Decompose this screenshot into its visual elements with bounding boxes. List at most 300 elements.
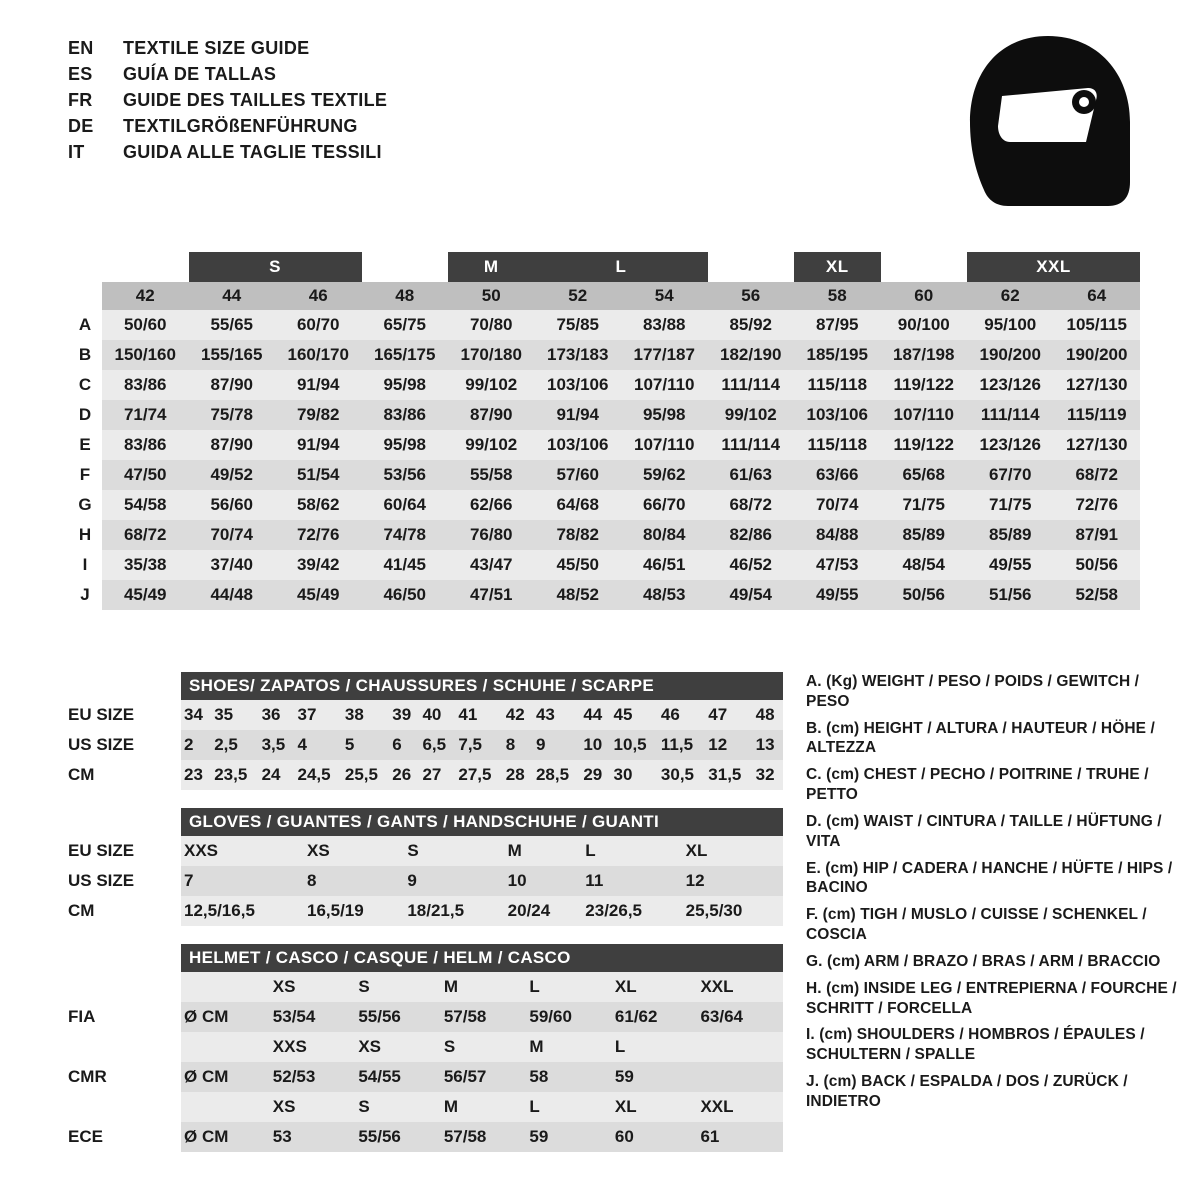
table-row [68,580,1140,610]
table-cell: 50/60 [102,310,189,340]
header-row [68,90,387,111]
table-cell: 49/54 [708,580,795,610]
size-group-cell [708,252,795,282]
table-cell: 65/75 [362,310,449,340]
table-cell: 47/50 [102,460,189,490]
table-cell: 64/68 [535,490,622,520]
table-cell: 44/48 [189,580,276,610]
table-cell: 55/58 [448,460,535,490]
table-cell: 75/78 [189,400,276,430]
table-cell: 47/53 [794,550,881,580]
row-label: B [68,340,102,370]
table-cell: 61/63 [708,460,795,490]
table-cell: 111/114 [708,430,795,460]
table-cell: 56/60 [189,490,276,520]
table-cell: 53/56 [362,460,449,490]
table-cell: 187/198 [881,340,968,370]
table-cell: 76/80 [448,520,535,550]
header-row [68,64,387,85]
row-label: D [68,400,102,430]
row-label: CM [68,896,181,926]
size-group-cell-l: L [535,252,708,282]
legend-item: D. (cm) WAIST / CINTURA / TAILLE / HÜFTUNG / VITA [806,812,1162,850]
table-cell: 27 [419,760,455,790]
table-cell: 30 [611,760,658,790]
row-label [68,972,181,1002]
table-cell: 170/180 [448,340,535,370]
table-cell: 29 [580,760,610,790]
table-cell: XXS [270,1032,356,1062]
table-cell: 28 [503,760,533,790]
spacer-cell [68,252,102,282]
table-row [68,1092,783,1122]
table-cell: Ø CM [181,1122,270,1152]
row-label: G [68,490,102,520]
header-block [68,38,387,168]
table-cell: 85/89 [967,520,1054,550]
table-cell: XXL [697,1092,783,1122]
table-cell: XS [270,1092,356,1122]
table-cell: 87/90 [189,430,276,460]
size-number: 56 [708,282,795,310]
header-lang-code: FR [68,90,93,110]
gloves-title: GLOVES / GUANTES / GANTS / HANDSCHUHE / GUANTI [181,808,783,836]
table-cell: 59/62 [621,460,708,490]
table-cell: 80/84 [621,520,708,550]
table-cell: M [441,1092,527,1122]
table-cell: 49/55 [967,550,1054,580]
table-cell: 123/126 [967,370,1054,400]
table-cell: 105/115 [1054,310,1141,340]
block-gap [68,926,783,944]
table-cell: 2,5 [211,730,258,760]
helmet-title-wrap [68,944,783,972]
table-cell: 75/85 [535,310,622,340]
gloves-table [68,836,783,926]
table-cell: S [404,836,504,866]
table-row [68,490,1140,520]
table-cell: 47/51 [448,580,535,610]
table-cell: 61/62 [612,1002,698,1032]
row-label: FIA [68,1002,181,1032]
header-lang-code: IT [68,142,85,162]
size-number: 42 [102,282,189,310]
table-cell: L [526,1092,612,1122]
table-cell: 24 [259,760,295,790]
table-cell: 83/86 [362,400,449,430]
table-cell: 60 [612,1122,698,1152]
table-cell: 72/76 [275,520,362,550]
table-cell: 12 [705,730,752,760]
spacer-cell [68,282,102,310]
table-cell: 103/106 [535,370,622,400]
table-cell: 55/56 [355,1002,441,1032]
table-cell: 16,5/19 [304,896,404,926]
row-label [68,1092,181,1122]
size-number: 58 [794,282,881,310]
table-cell: 28,5 [533,760,580,790]
row-label: EU SIZE [68,700,181,730]
table-cell: XS [270,972,356,1002]
table-cell: XL [612,1092,698,1122]
header-row [68,142,387,163]
table-cell: 55/56 [355,1122,441,1152]
table-cell: S [355,972,441,1002]
table-cell: 111/114 [967,400,1054,430]
header-title: TEXTILGRÖßENFÜHRUNG [123,116,358,136]
table-row [68,896,783,926]
table-row [68,520,1140,550]
row-label: EU SIZE [68,836,181,866]
table-cell: 87/90 [448,400,535,430]
table-cell [181,1032,270,1062]
table-cell: 165/175 [362,340,449,370]
legend-item: C. (cm) CHEST / PECHO / POITRINE / TRUHE / PETTO [806,766,1149,804]
table-row [68,866,783,896]
size-group-cell-xxl: XXL [967,252,1140,282]
table-cell: 41/45 [362,550,449,580]
table-cell: 5 [342,730,389,760]
table-cell: 107/110 [881,400,968,430]
table-cell: 61 [697,1122,783,1152]
table-cell: 85/89 [881,520,968,550]
header-lang-code: ES [68,64,93,84]
table-cell: 37 [295,700,342,730]
table-cell: 25,5/30 [683,896,783,926]
table-cell: M [505,836,583,866]
table-cell: 41 [455,700,502,730]
table-cell: 26 [389,760,419,790]
row-label: CMR [68,1062,181,1092]
header-lang-code: DE [68,116,94,136]
table-cell: 72/76 [1054,490,1141,520]
table-cell: M [526,1032,612,1062]
table-row [68,460,1140,490]
table-cell: 46/52 [708,550,795,580]
table-cell: 24,5 [295,760,342,790]
size-group-cell [362,252,449,282]
table-cell: 115/118 [794,430,881,460]
table-cell: 10,5 [611,730,658,760]
measurement-legend [806,672,1186,1119]
table-cell: 63/64 [697,1002,783,1032]
row-label [68,1032,181,1062]
size-group-cell [102,252,189,282]
row-label: US SIZE [68,730,181,760]
table-cell: 39 [389,700,419,730]
table-cell: 71/75 [881,490,968,520]
table-cell: 74/78 [362,520,449,550]
table-cell: 173/183 [535,340,622,370]
table-cell: 87/90 [189,370,276,400]
table-cell: 2 [181,730,211,760]
table-cell: Ø CM [181,1062,270,1092]
row-label: C [68,370,102,400]
table-cell: 46 [658,700,705,730]
table-cell: 31,5 [705,760,752,790]
table-cell: 55/65 [189,310,276,340]
table-cell: XXL [697,972,783,1002]
table-cell: 30,5 [658,760,705,790]
table-cell: 160/170 [275,340,362,370]
table-cell: 71/75 [967,490,1054,520]
table-cell: 68/72 [1054,460,1141,490]
table-cell: 45/49 [102,580,189,610]
table-cell: 90/100 [881,310,968,340]
table-cell: 6,5 [419,730,455,760]
legend-item: A. (Kg) WEIGHT / PESO / POIDS / GEWITCH / PESO [806,673,1140,710]
table-cell [181,972,270,1002]
table-cell: 59 [612,1062,698,1092]
table-cell: 20/24 [505,896,583,926]
table-cell: XS [355,1032,441,1062]
table-cell: L [612,1032,698,1062]
table-cell: 185/195 [794,340,881,370]
header-lang-code: EN [68,38,94,58]
table-cell: 95/98 [362,430,449,460]
table-cell: 95/98 [362,370,449,400]
table-cell: 37/40 [189,550,276,580]
table-cell: 59/60 [526,1002,612,1032]
header-row [68,38,387,59]
table-cell: 111/114 [708,370,795,400]
table-cell: 46/50 [362,580,449,610]
table-cell: 8 [503,730,533,760]
table-cell: 43/47 [448,550,535,580]
table-cell: 7,5 [455,730,502,760]
legend-item: J. (cm) BACK / ESPALDA / DOS / ZURÜCK / INDIETRO [806,1073,1128,1110]
table-cell: 11 [582,866,682,896]
table-cell: 60/70 [275,310,362,340]
table-cell: L [582,836,682,866]
table-cell: 68/72 [102,520,189,550]
table-cell: 23 [181,760,211,790]
table-cell: 123/126 [967,430,1054,460]
table-cell: 42 [503,700,533,730]
table-cell: 190/200 [967,340,1054,370]
table-cell: 87/91 [1054,520,1141,550]
table-cell: 8 [304,866,404,896]
header-row [68,116,387,137]
table-cell: XL [683,836,783,866]
table-cell: 68/72 [708,490,795,520]
size-number: 48 [362,282,449,310]
row-label: CM [68,760,181,790]
table-row [68,550,1140,580]
table-cell: 38 [342,700,389,730]
table-row [68,430,1140,460]
table-row [68,310,1140,340]
table-cell: 150/160 [102,340,189,370]
table-cell: 39/42 [275,550,362,580]
table-cell: 12,5/16,5 [181,896,304,926]
table-cell: 48/53 [621,580,708,610]
table-cell: 13 [753,730,783,760]
table-cell: 59 [526,1122,612,1152]
table-cell: 58 [526,1062,612,1092]
table-cell: 49/55 [794,580,881,610]
legend-item: B. (cm) HEIGHT / ALTURA / HAUTEUR / HÖHE / ALTEZZA [806,719,1155,757]
table-cell: 107/110 [621,430,708,460]
legend-item: F. (cm) TIGH / MUSLO / CUISSE / SCHENKEL / COSCIA [806,906,1147,944]
table-cell: 12 [683,866,783,896]
table-cell: 4 [295,730,342,760]
table-cell: 119/122 [881,370,968,400]
header-title: GUIDA ALLE TAGLIE TESSILI [123,142,382,162]
table-row [68,400,1140,430]
table-cell: 190/200 [1054,340,1141,370]
table-cell: 56/57 [441,1062,527,1092]
table-cell: 44 [580,700,610,730]
table-cell: 155/165 [189,340,276,370]
table-cell: 53/54 [270,1002,356,1032]
size-group-cell-m: M [448,252,535,282]
table-cell: 65/68 [881,460,968,490]
table-cell: 18/21,5 [404,896,504,926]
table-row [68,836,783,866]
table-cell: 27,5 [455,760,502,790]
table-cell: 7 [181,866,304,896]
table-cell: XL [612,972,698,1002]
table-cell: 46/51 [621,550,708,580]
size-number: 50 [448,282,535,310]
table-cell: 127/130 [1054,370,1141,400]
table-cell: 54/58 [102,490,189,520]
row-label: E [68,430,102,460]
table-cell: 87/95 [794,310,881,340]
row-label: ECE [68,1122,181,1152]
table-cell: 48 [753,700,783,730]
table-cell: Ø CM [181,1002,270,1032]
table-cell: 85/92 [708,310,795,340]
table-cell: 49/52 [189,460,276,490]
table-cell: L [526,972,612,1002]
table-cell: S [355,1092,441,1122]
table-cell: 51/54 [275,460,362,490]
table-cell: 25,5 [342,760,389,790]
header-title: TEXTILE SIZE GUIDE [123,38,310,58]
row-label: US SIZE [68,866,181,896]
shoes-title: SHOES/ ZAPATOS / CHAUSSURES / SCHUHE / SCARPE [181,672,783,700]
header-title: GUÍA DE TALLAS [123,64,277,84]
legend-item: I. (cm) SHOULDERS / HOMBROS / ÉPAULES / SCHULTERN / SPALLE [806,1026,1145,1064]
table-cell: 107/110 [621,370,708,400]
table-cell: 45/49 [275,580,362,610]
table-cell: 82/86 [708,520,795,550]
table-cell: 103/106 [794,400,881,430]
table-cell: 79/82 [275,400,362,430]
table-cell: 23/26,5 [582,896,682,926]
table-row [68,370,1140,400]
row-label: A [68,310,102,340]
header-title: GUIDE DES TAILLES TEXTILE [123,90,388,110]
size-group-cell [881,252,968,282]
table-row [68,1122,783,1152]
row-label: F [68,460,102,490]
table-cell: 10 [580,730,610,760]
table-cell: 70/74 [794,490,881,520]
table-cell: 32 [753,760,783,790]
table-row [68,1002,783,1032]
size-number: 64 [1054,282,1141,310]
table-cell: 99/102 [448,430,535,460]
table-cell: 91/94 [275,430,362,460]
table-cell: 52/58 [1054,580,1141,610]
table-cell: 53 [270,1122,356,1152]
size-group-cell-xl: XL [794,252,881,282]
table-cell: 45/50 [535,550,622,580]
table-cell: 60/64 [362,490,449,520]
lower-tables [68,672,783,1152]
table-cell: 58/62 [275,490,362,520]
table-cell: 83/86 [102,370,189,400]
table-cell: 40 [419,700,455,730]
table-cell: 34 [181,700,211,730]
table-cell: 70/80 [448,310,535,340]
table-cell: 11,5 [658,730,705,760]
row-label: H [68,520,102,550]
size-number-row [68,282,1140,310]
table-cell: 47 [705,700,752,730]
size-group-row [68,252,1140,282]
table-cell: 50/56 [881,580,968,610]
table-cell: 95/100 [967,310,1054,340]
table-cell: 57/58 [441,1122,527,1152]
table-cell [181,1092,270,1122]
helmet-title: HELMET / CASCO / CASQUE / HELM / CASCO [181,944,783,972]
row-label: J [68,580,102,610]
table-cell: 84/88 [794,520,881,550]
size-number: 62 [967,282,1054,310]
table-row [68,972,783,1002]
gloves-title-wrap [68,808,783,836]
table-cell: 78/82 [535,520,622,550]
table-row [68,730,783,760]
table-cell: 57/58 [441,1002,527,1032]
table-row [68,1062,783,1092]
table-cell: 48/54 [881,550,968,580]
table-cell: 10 [505,866,583,896]
table-cell: 91/94 [535,400,622,430]
table-cell: 99/102 [708,400,795,430]
table-cell: 35 [211,700,258,730]
table-cell: 3,5 [259,730,295,760]
table-cell: 43 [533,700,580,730]
table-cell: 66/70 [621,490,708,520]
table-cell: 36 [259,700,295,730]
table-cell [697,1032,783,1062]
table-cell: XXS [181,836,304,866]
size-number: 44 [189,282,276,310]
legend-item: G. (cm) ARM / BRAZO / BRAS / ARM / BRACCIO [806,952,1161,970]
size-number: 52 [535,282,622,310]
table-cell: 182/190 [708,340,795,370]
row-label: I [68,550,102,580]
shoes-title-wrap [68,672,783,700]
table-row [68,700,783,730]
table-cell: 52/53 [270,1062,356,1092]
table-cell: 83/88 [621,310,708,340]
table-cell: 99/102 [448,370,535,400]
table-cell: 103/106 [535,430,622,460]
table-row [68,760,783,790]
table-cell: 62/66 [448,490,535,520]
table-cell: 9 [533,730,580,760]
size-group-cell-s: S [189,252,362,282]
size-number: 46 [275,282,362,310]
table-cell: XS [304,836,404,866]
table-cell: S [441,1032,527,1062]
